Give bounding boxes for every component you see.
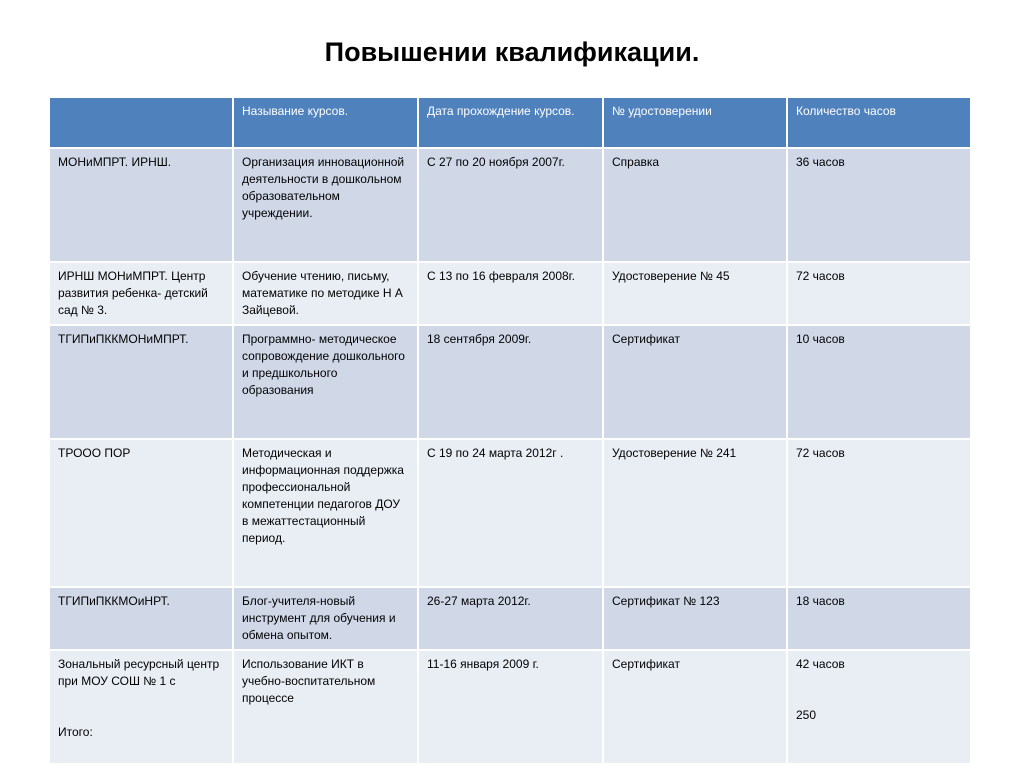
cell-organization: ТРООО ПОР (49, 439, 233, 587)
cell-hours: 36 часов (787, 148, 971, 262)
table-row (49, 262, 971, 325)
cell-course-date: 18 сентября 2009г. (418, 325, 603, 439)
header-hours: Количество часов (787, 97, 971, 148)
cell-course-name: Обучение чтению, письму, математике по методике Н А Зайцевой. (233, 262, 418, 325)
table-row (49, 325, 971, 439)
cell-course-date: С 27 по 20 ноября 2007г. (418, 148, 603, 262)
cell-hours: 72 часов (787, 439, 971, 587)
cell-course-name: Программно- методическое сопровождение дошкольного и предшкольного образования (233, 325, 418, 439)
cell-organization (49, 650, 233, 764)
cell-hours: 10 часов (787, 325, 971, 439)
cell-hours (787, 650, 971, 764)
cell-course-name: Блог-учителя-новый инструмент для обучения и обмена опытом. (233, 587, 418, 650)
total-label: Итого: (58, 725, 93, 739)
cell-hours-text: 42 часов (796, 657, 845, 671)
cell-hours: 18 часов (787, 587, 971, 650)
cell-course-date: С 19 по 24 марта 2012г . (418, 439, 603, 587)
total-value: 250 (796, 708, 817, 722)
cell-certificate: Сертификат (603, 650, 787, 764)
header-certificate-number: № удостоверении (603, 97, 787, 148)
cell-organization: ИРНШ МОНиМПРТ. Центр развития ребенка- детский сад № 3. (49, 262, 233, 325)
page-title: Повышении квалификации. (324, 37, 700, 67)
cell-course-date: 26-27 марта 2012г. (418, 587, 603, 650)
cell-organization: ТГИПиПККМОиНРТ. (49, 587, 233, 650)
table-row (49, 148, 971, 262)
table-header-row (49, 97, 971, 148)
cell-organization-text: Зональный ресурсный центр при МОУ СОШ № 1 с (58, 657, 220, 688)
table-row (49, 439, 971, 587)
header-course-name: Называние курсов. (233, 97, 418, 148)
cell-course-date: С 13 по 16 февраля 2008г. (418, 262, 603, 325)
header-cell-blank (49, 97, 233, 148)
table-row (49, 587, 971, 650)
cell-hours: 72 часов (787, 262, 971, 325)
cell-certificate: Сертификат (603, 325, 787, 439)
cell-course-name: Использование ИКТ в учебно-воспитательном процессе (233, 650, 418, 764)
cell-organization: МОНиМПРТ. ИРНШ. (49, 148, 233, 262)
cell-course-name: Методическая и информационная поддержка профессиональной компетенции педагогов ДОУ в межаттестационный период. (233, 439, 418, 587)
cell-certificate: Удостоверение № 241 (603, 439, 787, 587)
qualification-table (48, 96, 972, 765)
cell-certificate: Сертификат № 123 (603, 587, 787, 650)
cell-organization: ТГИПиПККМОНиМПРТ. (49, 325, 233, 439)
table-row (49, 650, 971, 764)
cell-certificate: Удостоверение № 45 (603, 262, 787, 325)
cell-course-name: Организация инновационной деятельности в дошкольном образовательном учреждении. (233, 148, 418, 262)
cell-certificate: Справка (603, 148, 787, 262)
cell-course-date: 11-16 января 2009 г. (418, 650, 603, 764)
header-course-date: Дата прохождение курсов. (418, 97, 603, 148)
